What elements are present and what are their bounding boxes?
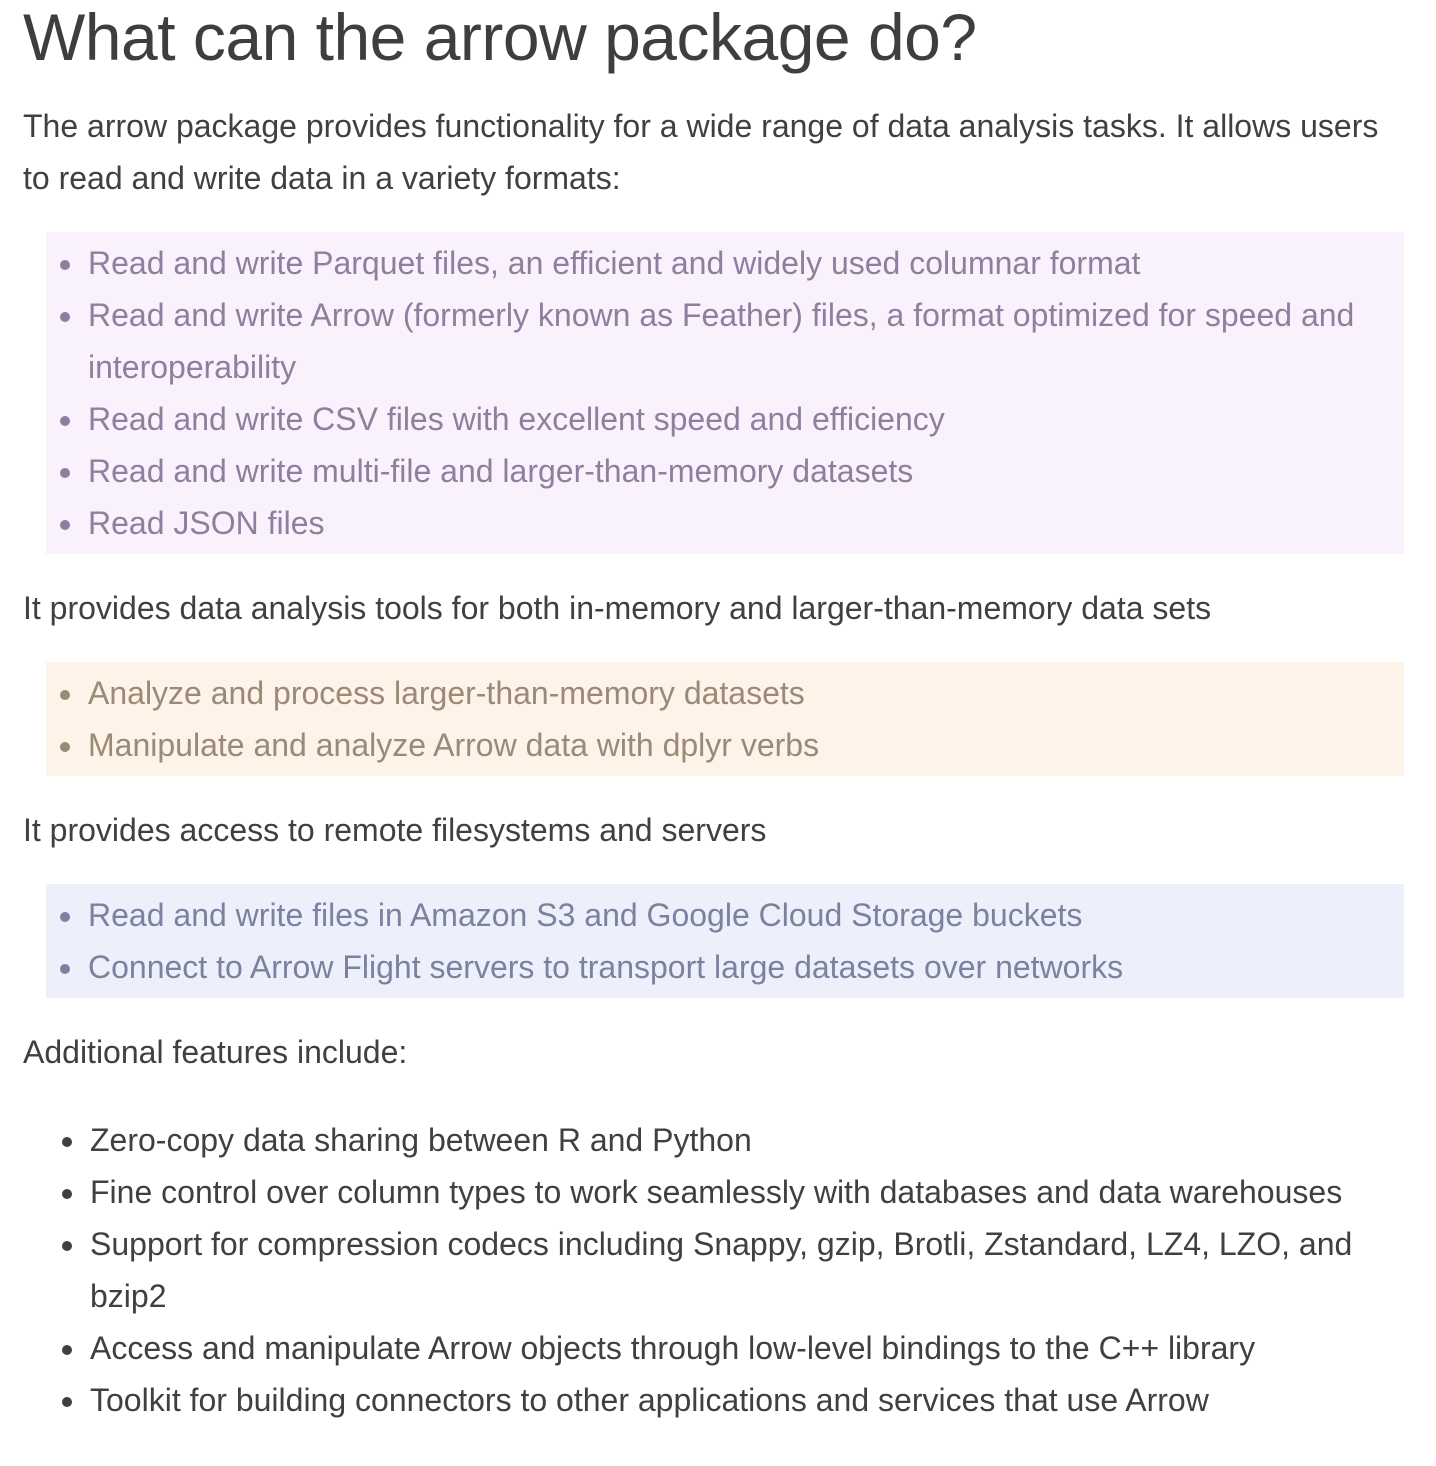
additional-features-paragraph: Additional features include:	[23, 1033, 408, 1070]
callout-data-analysis	[46, 662, 1404, 776]
callout-file-formats	[46, 232, 1404, 554]
list-item: • Access and manipulate Arrow objects through low-level bindings to the C++ library	[88, 1322, 1410, 1374]
list-item: • Connect to Arrow Flight servers to transport large datasets over networks	[86, 941, 1374, 993]
intro-paragraph: The arrow package provides functionality for a wide range of data analysis tasks. It allows users to read and write data in a variety formats:	[23, 107, 1379, 196]
list-item: • Toolkit for building connectors to other applications and services that use Arrow	[88, 1374, 1410, 1426]
list-item: • Fine control over column types to work seamlessly with databases and data warehouses	[88, 1166, 1410, 1218]
additional-features-list	[23, 1114, 1410, 1426]
list-item: • Analyze and process larger-than-memory datasets	[86, 667, 1374, 719]
list-item: • Support for compression codecs including Snappy, gzip, Brotli, Zstandard, LZ4, LZO, and bzip2	[88, 1218, 1410, 1322]
remote-access-list	[46, 889, 1404, 993]
list-item: • Zero-copy data sharing between R and Python	[88, 1114, 1410, 1166]
list-item: • Read JSON files	[86, 497, 1374, 549]
list-item: • Manipulate and analyze Arrow data with dplyr verbs	[86, 719, 1374, 771]
memory-paragraph: It provides data analysis tools for both in-memory and larger-than-memory data sets	[23, 589, 1212, 626]
remote-paragraph: It provides access to remote filesystems and servers	[23, 811, 767, 848]
list-item: • Read and write multi-file and larger-than-memory datasets	[86, 445, 1374, 497]
list-item: • Read and write CSV files with excellent speed and efficiency	[86, 393, 1374, 445]
list-item: • Read and write Arrow (formerly known as Feather) files, a format optimized for speed and interoperability	[86, 289, 1374, 393]
list-item: • Read and write Parquet files, an efficient and widely used columnar format	[86, 237, 1374, 289]
page-title: What can the arrow package do?	[23, 0, 977, 74]
file-formats-list	[46, 237, 1404, 549]
data-analysis-list	[46, 667, 1404, 771]
list-item: • Read and write files in Amazon S3 and Google Cloud Storage buckets	[86, 889, 1374, 941]
callout-remote-access	[46, 884, 1404, 998]
